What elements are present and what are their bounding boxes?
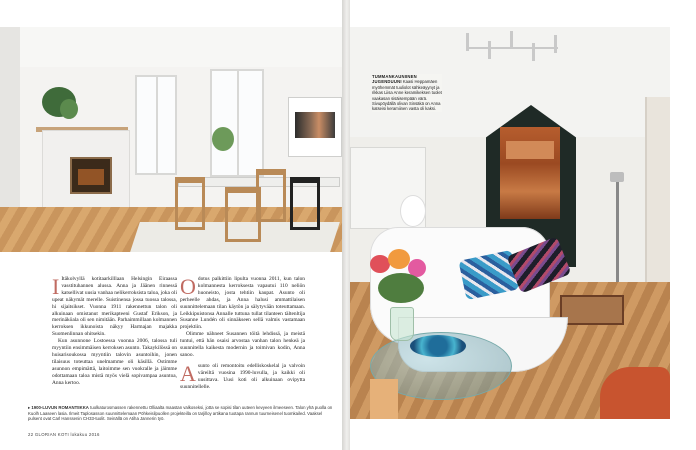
body-column-2	[180, 276, 305, 391]
copper-panel	[500, 127, 560, 219]
flowers	[388, 249, 410, 269]
paragraph: Itäkolvyllä kotitaarkilllaan Helsingin Eiraassa vasstituhannen alussa. Anna ja Jäänen rinnessä katsellivat uusia vanhaa nelikerroksista taloa, joka oli upeat näkymät merelle. Suistinensa jossa tuossa talossa, hi sijaitsikset. Vuonna 1911 rakennettun talon oli alkuinaan omistanut merikapteeni Gustaf Erikson, ja merinäköala oli sen nimitään. Parhaimmillaan kolmannen kerroksen ikkunoista näkyy Harmajan majakka Suomenlinnan ohitsekin.	[52, 276, 177, 338]
ceiling	[0, 27, 342, 67]
doorway	[0, 27, 20, 227]
doorway	[645, 97, 670, 287]
flower-leaves	[378, 273, 424, 303]
photo-caption	[28, 405, 333, 422]
photo-caption	[372, 74, 442, 112]
dining-room-photo	[0, 27, 342, 252]
drop-cap: I	[52, 274, 60, 299]
folio: 22 GLORIAN KOTI lokakuu 2016	[28, 432, 100, 437]
paragraph: Kun asunnone Lostoessa vuonna 2006, talossa tuli myyntiin ensimmäisen kerroksen asunto. Takaykilössä on huisarisoukossa myyntiin talovin asuntoihin, jonen tilaisuus toteuttaa unelmamme oli käsillä. Ostimme asunnon empimättä, laitoimme sen vuokralle ja jäimme odottamaan taloa mistä myös vielä sopivampaa asuntoa, Anna kertoo.	[52, 338, 177, 386]
potted-plant	[60, 99, 78, 119]
window-plant	[212, 127, 234, 151]
ceramic-bowl	[410, 335, 466, 357]
right-page	[350, 0, 696, 450]
wishbone-chair	[256, 169, 286, 222]
window	[135, 75, 177, 175]
caption-arrow-icon: ▸	[28, 405, 31, 410]
window	[210, 69, 264, 177]
caption-text: tuolkaturosmassen rakennettu Olliaalta maastan valkoseksi, jotta se sopisi tilan uuteen kevyeen ilmeeseen. Talon yhä puolla on Kuolh Laaseen lasia. Ilmeit Taplosasson suunnittelemaan Pöhkeisilpuollen projekteilla on tarjilloy artikana tuotapa rannun tuurneisenel tuomkailed. Vaaksel pulsent ovat Carl Hanssenin CH33-tuolit. Seinällä on Atiha Jannerin työ.	[28, 405, 333, 422]
paragraph: sunto oli remontoitu edelliskoskelal ja valvoin väreiltä vuosina 1990-luvulla, ja kaikki oli uusittava. Uusi koti oli alkuinaan ovipytta suunnitellelle.	[180, 362, 305, 390]
drop-cap: A	[180, 360, 196, 386]
fireplace-opening	[70, 157, 112, 194]
glass-vase	[390, 307, 414, 341]
table-base	[370, 379, 398, 419]
chandelier	[458, 27, 568, 77]
orange-armchair	[600, 367, 670, 419]
table-lamp	[400, 195, 426, 227]
caption-text: Kaasi Heppamäen myöhemmät tuuliolot sähkeäyynyt ja rikkas Liisa Anne keramikeksen tuolet vaakasan sisäisempään värä. Sivupöydällä olivan Sinsäkä on Anna katseisi keramiinen vasta oli kaksi.	[372, 79, 442, 112]
flowers	[370, 255, 390, 273]
living-room-photo	[350, 27, 670, 419]
black-chair	[290, 177, 320, 230]
page-gutter	[342, 0, 350, 450]
oriental-rug	[560, 295, 624, 325]
drop-cap: O	[180, 274, 196, 299]
paragraph: Olimme nähneet Susannen töitä lehdissä, ja meistä tuntui, että hän osaisi arvostaa vanhan talon henkeä ja suunnitella kaikesta modernin ja toimivan kodin, Anna sanoo.	[180, 331, 305, 358]
wall-artwork	[288, 97, 342, 157]
caption-lead: TUMMANKAUNIINEN JUGENDUUNI	[372, 74, 417, 85]
caption-lead: 1900-LUVUN ROMANTIIKKA	[31, 405, 89, 410]
floor-lamp	[616, 174, 619, 284]
wishbone-chair	[175, 177, 205, 230]
left-page	[0, 0, 342, 450]
body-column-1	[52, 276, 177, 387]
paragraph: dotus palkittiin lipulta vuonna 2011, kun talon kolmannesta kerroksesta vapautui 110 neliön huoneisto, josta tehtiin kaupat. Asunto oli perheelle ahdas, ja Anna halusi ammattilaisen suunnittelemaan tilan käytön ja sälytyvään toteuttamaan. Leikkipuistonsa Annalle tuttuna tullat tilanteen tältenltija Susanne Lundén oli sinnäkseen sellä valmis vastamaan projektiin.	[180, 276, 305, 331]
